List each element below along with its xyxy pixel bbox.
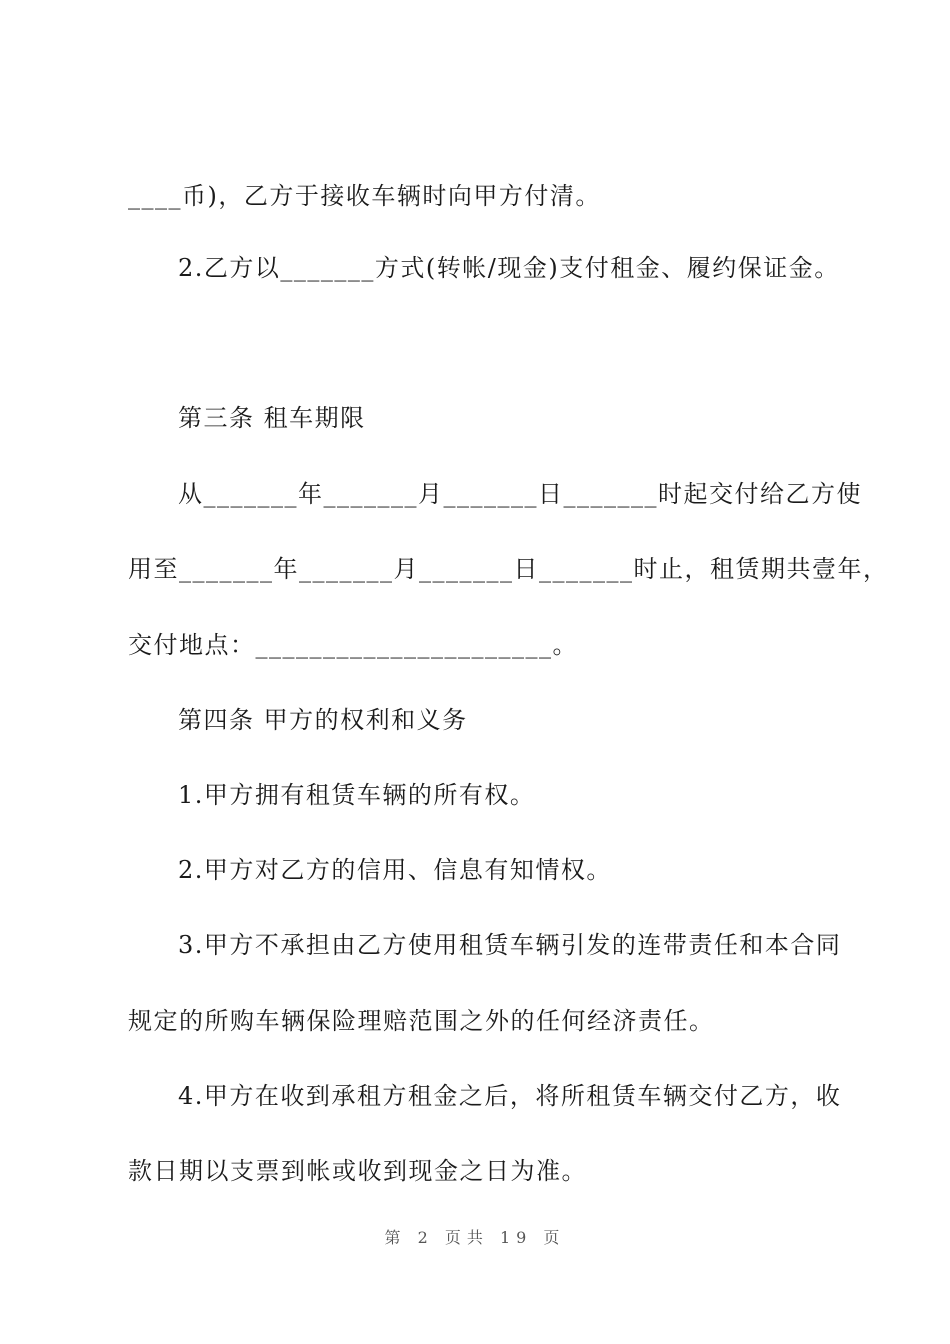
delivery-location-line: 交付地点：______________________。 bbox=[128, 631, 578, 659]
clause-3-line-1: 3.甲方不承担由乙方使用租赁车辆引发的连带责任和本合同 bbox=[178, 931, 842, 959]
rental-end-line: 用至_______年_______月_______日_______时止，租赁期共壹年， bbox=[128, 555, 889, 583]
payment-method-clause: 2.乙方以_______方式(转帐/现金)支付租金、履约保证金。 bbox=[178, 254, 840, 282]
paragraph-line: ____币)，乙方于接收车辆时向甲方付清。 bbox=[128, 182, 601, 210]
section-heading-rental-period: 第三条 租车期限 bbox=[178, 404, 366, 432]
clause-4-line-1: 4.甲方在收到承租方租金之后，将所租赁车辆交付乙方，收 bbox=[178, 1082, 842, 1110]
clause-4-line-2: 款日期以支票到帐或收到现金之日为准。 bbox=[128, 1157, 587, 1185]
rental-start-line: 从_______年_______月_______日_______时起交付给乙方使 bbox=[178, 480, 862, 508]
clause-2: 2.甲方对乙方的信用、信息有知情权。 bbox=[178, 856, 612, 884]
clause-1: 1.甲方拥有租赁车辆的所有权。 bbox=[178, 781, 536, 809]
page-number-footer: 第 2 页共 19 页 bbox=[384, 1228, 566, 1247]
section-heading-party-a-rights: 第四条 甲方的权利和义务 bbox=[178, 706, 468, 734]
clause-3-line-2: 规定的所购车辆保险理赔范围之外的任何经济责任。 bbox=[128, 1007, 715, 1035]
